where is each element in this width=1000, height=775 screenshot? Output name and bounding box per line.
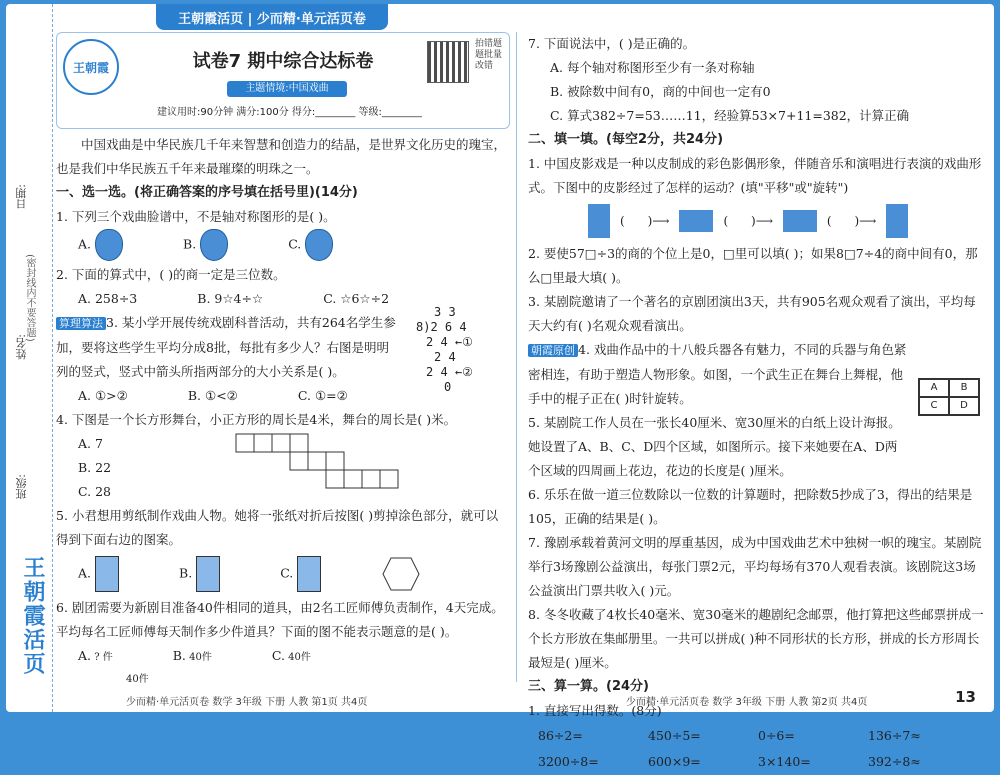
calc-item[interactable]: 600×9= <box>648 754 701 769</box>
question-1: 1. 下列三个戏曲脸谱中，不是轴对称图形的是( )。 <box>56 209 336 224</box>
series-tab: 王朝霞活页 | 少而精·单元活页卷 <box>156 4 388 30</box>
q6-option-a[interactable]: A. ? 件 <box>78 648 113 663</box>
motion-blank-1[interactable]: ( )⟶ <box>620 214 670 228</box>
qr-code-icon[interactable] <box>427 41 469 83</box>
question-2: 2. 下面的算式中，( )的商一定是三位数。 <box>56 267 286 282</box>
question-6: 6. 剧团需要为新剧目准备40件相同的道具，由2名工匠师傅负责制作，4天完成。平均每名工匠师傅每天制作多少件道具？下面的图不能表示题意的是( )。 <box>56 600 504 639</box>
hexagon-pattern <box>381 556 421 592</box>
exam-title: 试卷7 期中综合达标卷 <box>192 51 374 72</box>
seal-note: (密封线内不要答题) <box>24 254 35 342</box>
shadow-puppet-sequence <box>528 200 984 242</box>
calc-row-1 <box>528 723 984 749</box>
intro-text: 中国戏曲是中华民族几千年来智慧和创造力的结晶，是世界文化历史的瑰宝，也是我们中华民族五千年来最璀璨的明珠之一。 <box>56 137 507 176</box>
column-divider <box>516 32 517 682</box>
q4-option-a[interactable]: A. 7 <box>78 436 103 451</box>
opera-mask-icon <box>95 229 123 261</box>
fill-1: 1. 中国皮影戏是一种以皮制成的彩色影偶形象，伴随音乐和演唱进行表演的戏曲形式。下图中的皮影经过了怎样的运动？(填"平移"或"旋转") <box>528 156 982 195</box>
calc-item[interactable]: 450÷5= <box>648 728 701 743</box>
calc-item[interactable]: 136÷7≈ <box>868 728 921 743</box>
calc-1-heading: 1. 直接写出得数。(8分) <box>528 703 662 718</box>
q5-option-b[interactable]: B. <box>179 556 220 592</box>
question-7: 7. 下面说法中，( )是正确的。 <box>528 36 696 51</box>
calc-item[interactable]: 86÷2= <box>538 728 583 743</box>
left-column <box>56 32 510 692</box>
calc-item[interactable]: 0÷6= <box>758 728 795 743</box>
left-footer: 少而精·单元活页卷 数学 3年级 下册 人教 第1页 共4页 <box>126 697 368 708</box>
q7-option-c[interactable]: C. 算式382÷7=53……11，经验算53×7+11=382，计算正确 <box>550 108 910 123</box>
q5-options <box>56 552 510 596</box>
fill-6: 6. 乐乐在做一道三位数除以一位数的计算题时，把除数5抄成了3，得出的结果是105，正确的结果是( )。 <box>528 487 973 526</box>
page-number: 13 <box>955 688 976 706</box>
motion-blank-3[interactable]: ( )⟶ <box>826 214 877 228</box>
brand-logo: 王朝霞活页 <box>20 556 45 676</box>
q5-option-a[interactable]: A. <box>78 556 119 592</box>
q2-option-c[interactable]: C. ☆6☆÷2 <box>323 291 390 306</box>
binding-gutter <box>6 4 53 712</box>
fill-7: 7. 豫剧承载着黄河文明的厚重基因，成为中国戏曲艺术中独树一帜的瑰宝。某剧院举行3场豫剧公益演出，每张门票2元，平均每场有370人观看表演。该剧院这3场公益演出门票共收入( )元。 <box>528 535 982 598</box>
motion-blank-2[interactable]: ( )⟶ <box>723 214 773 228</box>
fill-3: 3. 某剧院邀请了一个著名的京剧团演出3天，共有905名观众观看了演出，平均每天大约有( )名观众观看演出。 <box>528 294 976 333</box>
q5-option-c[interactable]: C. <box>280 556 321 592</box>
section-1-heading: 一、选一选。(将正确答案的序号填在括号里)(14分) <box>56 185 358 200</box>
stage-diagram <box>236 434 416 494</box>
q3-tag: 算理算法 <box>56 317 106 330</box>
fill-2: 2. 要使57□÷3的商的个位上是0，□里可以填( )；如果8□7÷4的商中间有0，那么□里最大填( )。 <box>528 246 978 285</box>
q7-option-a[interactable]: A. 每个轴对称图形至少有一条对称轴 <box>550 60 755 75</box>
q7-option-b[interactable]: B. 被除数中间有0，商的中间也一定有0 <box>550 84 771 99</box>
puppet-icon <box>886 204 908 238</box>
question-5: 5. 小君想用剪纸制作戏曲人物。她将一张纸对折后按图( )剪掉涂色部分，就可以得到下面右边的图案。 <box>56 508 499 547</box>
puppet-icon <box>588 204 610 238</box>
section-3-heading: 三、算一算。(24分) <box>528 679 649 694</box>
q6-a-bar-label: 40件 <box>126 674 149 685</box>
opera-mask-icon <box>305 229 333 261</box>
f4-tag: 朝霞原创 <box>528 344 578 357</box>
theme-badge: 主题情境:中国戏曲 <box>227 81 347 97</box>
q3-option-a[interactable]: A. ①>② <box>78 388 128 403</box>
calc-item[interactable]: 3×140= <box>758 754 811 769</box>
long-division: 3 3 8)2 6 4 2 4 ←① 2 4 2 4 ←② 0 <box>416 305 473 394</box>
section-2-heading: 二、填一填。(每空2分，共24分) <box>528 132 724 147</box>
qr-label: 拍错题题批量改错 <box>475 39 503 71</box>
q4-block <box>56 432 510 504</box>
q6-option-b[interactable]: B. 40件 <box>172 648 212 663</box>
right-footer: 少而精·单元活页卷 数学 3年级 下册 人教 第2页 共4页 <box>626 697 868 708</box>
worksheet <box>6 4 994 769</box>
calc-row-2 <box>528 749 984 775</box>
q1-options <box>56 229 510 263</box>
exam-header <box>56 32 510 129</box>
calc-item[interactable]: 3200÷8= <box>538 754 599 769</box>
q2-option-a[interactable]: A. 258÷3 <box>78 291 138 306</box>
question-4: 4. 下图是一个长方形舞台，小正方形的周长是4米，舞台的周长是( )米。 <box>56 412 457 427</box>
q3-option-b[interactable]: B. ①<② <box>187 388 238 403</box>
poster-region-grid: A B C D <box>918 378 980 416</box>
q1-option-c[interactable]: C. <box>288 229 333 263</box>
puppet-icon <box>783 210 817 232</box>
q2-option-b[interactable]: B. 9☆4÷☆ <box>197 291 264 306</box>
q4-option-b[interactable]: B. 22 <box>78 460 112 475</box>
question-3-block <box>56 305 510 394</box>
q1-option-a[interactable]: A. <box>78 229 123 263</box>
exam-meta: 建议用时:90分钟 满分:100分 得分:________ 等级:________ <box>157 107 422 118</box>
question-3: 算理算法 3. 某小学开展传统戏剧科普活动，共有264名学生参加，要将这些学生平均分成8批，每批有多少人？右图是明明列的竖式，竖式中箭头所指两部分的大小关系是( )。 <box>56 315 396 379</box>
calc-item[interactable]: 392÷8≈ <box>868 754 921 769</box>
opera-mask-icon <box>200 229 228 261</box>
puppet-icon <box>679 210 713 232</box>
fill-4: 朝霞原创 4. 戏曲作品中的十八般兵器各有魅力，不同的兵器与角色紧密相连，有助于塑造人物形象。如图，一个武生正在舞台上舞棍，他手中的棍子正在( )时针旋转。 <box>528 342 907 406</box>
q4-option-c[interactable]: C. 28 <box>78 484 111 499</box>
brand-badge: 王朝霞 <box>63 39 119 95</box>
fill-5: 5. 某剧院工作人员在一张长40厘米、宽30厘米的白纸上设计海报。她设置了A、B、C、D四个区域，如图所示。接下来她要在A、D两个区域的四周画上花边，花边的长度是( )厘米。 <box>528 415 901 478</box>
class-label: 班级: <box>15 474 28 500</box>
q3-option-c[interactable]: C. ①=② <box>297 388 348 403</box>
q6-options <box>56 644 510 670</box>
q6-option-c[interactable]: C. 40件 <box>271 648 311 663</box>
name-label: 姓名: <box>15 334 28 360</box>
fill-8: 8. 冬冬收藏了4枚长40毫米、宽30毫米的趣剧纪念邮票，他打算把这些邮票拼成一个长方形放在集邮册里。一共可以拼成( )种不同形状的长方形，拼成的长方形周长最短是( )厘米。 <box>528 607 984 670</box>
date-label: 日期: <box>15 184 28 210</box>
q1-option-b[interactable]: B. <box>183 229 228 263</box>
